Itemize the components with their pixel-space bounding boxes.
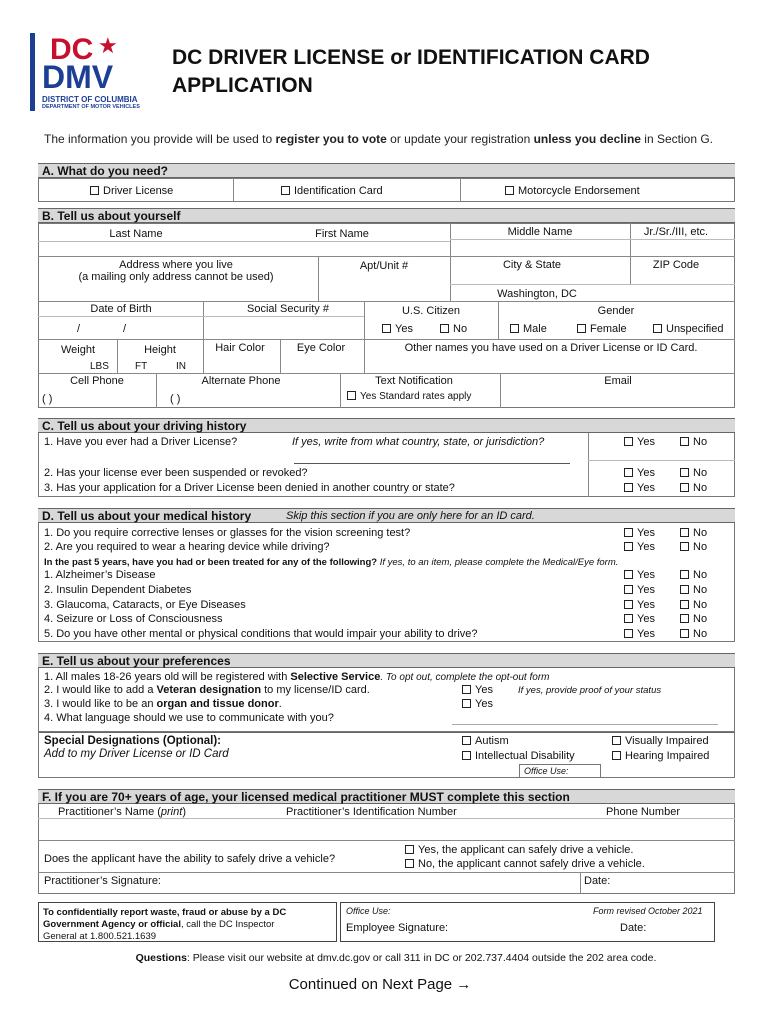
checkbox[interactable] [90,186,99,195]
option-id-card[interactable]: Identification Card [281,185,383,198]
checkbox[interactable] [505,186,514,195]
answer-no[interactable] [680,584,707,597]
label-lbs: LBS [90,361,109,372]
label-city-state: City & State [502,259,562,271]
driving-q2: 2. Has your license ever been suspended or revoked? [44,467,308,479]
label-zip: ZIP Code [652,259,700,271]
answer-yes[interactable] [624,628,655,641]
checkbox[interactable] [680,600,689,609]
pref-veteran: 2. I would like to add a Veteran designation to my license/ID card. [44,684,370,696]
label-text-notification: Text Notification [375,375,453,387]
label-middle-name: Middle Name [507,226,573,238]
driving-q1: 1. Have you ever had a Driver License? [44,436,238,448]
section-b-header: B. Tell us about yourself [38,208,735,223]
answer-yes[interactable] [624,584,655,597]
citizen-no[interactable]: No [440,323,467,336]
practitioner-yes[interactable]: Yes, the applicant can safely drive a vehicle. [405,844,633,857]
gender-male[interactable]: Male [510,323,547,336]
no-label: No [693,569,708,581]
pref-organ-donor: 3. I would like to be an organ and tissue donor. [44,698,282,710]
no-label: No [693,599,708,611]
option-motorcycle[interactable]: Motorcycle Endorsement [505,185,640,198]
section-d-header: D. Tell us about your medical history Skip this section if you are only here for an ID card. [38,508,735,523]
text-notification-yes[interactable]: Yes Standard rates apply [347,390,471,403]
label-us-citizen: U.S. Citizen [401,305,461,317]
label-address-note: (a mailing only address cannot be used) [78,271,274,283]
veteran-proof-note: If yes, provide proof of your status [518,685,662,696]
section-f-header: F. If you are 70+ years of age, your licensed medical practitioner MUST complete this section [38,789,735,804]
page-title-line1: DC DRIVER LICENSE or IDENTIFICATION CARD [172,46,650,69]
checkbox[interactable] [624,614,633,623]
no-label: No [693,541,708,553]
checkbox[interactable] [624,483,633,492]
checkbox[interactable] [405,859,414,868]
label-eye-color: Eye Color [296,342,346,354]
practitioner-question: Does the applicant have the ability to safely drive a vehicle? [44,853,336,865]
checkbox[interactable] [680,437,689,446]
practitioner-signature-label: Practitioner’s Signature: [44,875,161,887]
label-ssn: Social Security # [247,303,329,315]
checkbox[interactable] [440,324,449,333]
checkbox[interactable] [462,699,471,708]
designation-hearing[interactable]: Hearing Impaired [612,750,709,763]
answer-no[interactable] [680,527,707,540]
checkbox[interactable] [577,324,586,333]
dob-slash: / [123,323,127,335]
condition-3: 3. Glaucoma, Cataracts, or Eye Diseases [44,599,246,611]
checkbox[interactable] [612,751,621,760]
label-suffix: Jr./Sr./III, etc. [643,226,709,238]
driving-q3: 3. Has your application for a Driver License been denied in another country or state? [44,482,455,494]
checkbox[interactable] [680,629,689,638]
logo-star: ★ [98,33,118,58]
checkbox[interactable] [680,528,689,537]
answer-no[interactable] [680,467,707,480]
checkbox[interactable] [680,483,689,492]
answer-yes[interactable] [624,613,655,626]
no-label: No [693,436,708,448]
jurisdiction-input[interactable] [294,463,570,464]
answer-no[interactable] [680,599,707,612]
employee-date-label: Date: [620,922,647,934]
citizen-yes[interactable]: Yes [382,323,413,336]
label-height: Height [144,344,176,356]
checkbox[interactable] [347,391,356,400]
questions-line: Questions: Please visit our website at dmv.dc.gov or call 311 in DC or 202.737.4404 outside the 202 area code. [135,952,657,964]
checkbox[interactable] [462,736,471,745]
fraud-report-line3: General at 1.800.521.1639 [43,931,157,942]
section-c-header: C. Tell us about your driving history [38,418,735,433]
answer-no[interactable] [680,569,707,582]
pref-selective-service: 1. All males 18-26 years old will be registered with Selective Service. To opt out, complete the opt-out form [44,671,550,683]
checkbox[interactable] [624,542,633,551]
yes-label: Yes [637,613,655,625]
answer-yes[interactable] [624,436,655,449]
designation-intellectual[interactable]: Intellectual Disability [462,750,575,763]
designation-autism[interactable]: Autism [462,735,509,748]
checkbox[interactable] [624,468,633,477]
checkbox[interactable] [624,437,633,446]
checkbox[interactable] [624,600,633,609]
checkbox[interactable] [680,468,689,477]
special-designations-sub: Add to my Driver License or ID Card [44,748,229,760]
no-label: No [693,584,708,596]
section-a-header: A. What do you need? [38,163,735,178]
medical-skip-note: Skip this section if you are only here for an ID card. [286,510,535,522]
yes-label: Yes [637,467,655,479]
dc-dmv-logo [30,33,142,113]
label-first-name: First Name [315,228,369,240]
label-other-names: Other names you have used on a Driver License or ID Card. [404,342,698,354]
label-cell-phone: Cell Phone [70,375,124,387]
answer-yes[interactable] [624,527,655,540]
logo-district: DISTRICT OF COLUMBIA [42,95,138,104]
fraud-report-line2: Government Agency or official, call the DC Inspector [43,919,275,930]
practitioner-name-label: Practitioner’s Name (print) [58,806,186,818]
yes-label: Yes [637,541,655,553]
alt-phone-input[interactable]: ( ) [170,393,181,405]
office-use-label: Office Use: [524,766,569,776]
answer-yes[interactable] [624,467,655,480]
label-address: Address where you live [119,259,233,271]
practitioner-no[interactable]: No, the applicant cannot safely drive a vehicle. [405,858,645,871]
answer-yes[interactable] [624,482,655,495]
cell-phone-input[interactable]: ( ) [42,393,53,405]
label-alt-phone: Alternate Phone [201,375,281,387]
no-label: No [693,482,708,494]
answer-no[interactable] [680,436,707,449]
yes-label: Yes [637,569,655,581]
label-apt: Apt/Unit # [359,260,409,272]
designation-visual[interactable]: Visually Impaired [612,735,709,748]
answer-no[interactable] [680,482,707,495]
gender-unspecified[interactable]: Unspecified [653,323,723,336]
no-label: No [693,628,708,640]
checkbox[interactable] [462,751,471,760]
section-e-header: E. Tell us about your preferences [38,653,735,668]
practitioner-date-label: Date: [584,875,611,887]
checkbox[interactable] [624,528,633,537]
checkbox[interactable] [653,324,662,333]
special-designations-title: Special Designations (Optional): [44,735,221,747]
yes-label: Yes [637,482,655,494]
checkbox[interactable] [281,186,290,195]
checkbox[interactable] [680,542,689,551]
yes-label: Yes [637,584,655,596]
answer-yes[interactable] [624,541,655,554]
checkbox[interactable] [624,570,633,579]
checkbox[interactable] [680,614,689,623]
condition-4: 4. Seizure or Loss of Consciousness [44,613,223,625]
no-label: No [693,613,708,625]
condition-2: 2. Insulin Dependent Diabetes [44,584,192,596]
dob-slash: / [77,323,81,335]
checkbox[interactable] [624,629,633,638]
yes-label: Yes [637,527,655,539]
checkbox[interactable] [382,324,391,333]
checkbox[interactable] [462,685,471,694]
fraud-report-line1: To confidentially report waste, fraud or abuse by a DC [43,907,287,918]
yes-label: Yes [637,599,655,611]
checkbox[interactable] [680,585,689,594]
label-in: IN [176,361,186,372]
city-state-value: Washington, DC [497,288,577,300]
gender-female[interactable]: Female [577,323,627,336]
pref-language: 4. What language should we use to communicate with you? [44,712,334,724]
checkbox[interactable] [612,736,621,745]
answer-no[interactable] [680,613,707,626]
yes-label: Yes [637,436,655,448]
condition-1: 1. Alzheimer’s Disease [44,569,156,581]
medical-q2: 2. Are you required to wear a hearing device while driving? [44,541,330,553]
checkbox[interactable] [680,570,689,579]
answer-yes[interactable] [624,599,655,612]
label-dob: Date of Birth [90,303,152,315]
label-hair-color: Hair Color [215,342,265,354]
page-title-line2: APPLICATION [172,74,313,97]
no-label: No [693,527,708,539]
logo-department: DEPARTMENT OF MOTOR VEHICLES [42,104,140,110]
yes-label: Yes [637,628,655,640]
label-last-name: Last Name [109,228,163,240]
answer-no[interactable] [680,628,707,641]
employee-signature-label: Employee Signature: [346,922,449,934]
practitioner-id-label: Practitioner’s Identification Number [286,806,457,818]
medical-past-5-years: In the past 5 years, have you had or been treated for any of the following? If yes, to an item, please complete the Medical/Eye form. [44,557,619,568]
label-gender: Gender [597,305,635,317]
intro-text: The information you provide will be used to register you to vote or update your registration unless you decline in Section G. [44,132,713,146]
label-weight: Weight [60,344,96,356]
checkbox[interactable] [510,324,519,333]
checkbox[interactable] [624,585,633,594]
ssn-input[interactable] [205,318,362,338]
answer-no[interactable] [680,541,707,554]
veteran-yes[interactable]: Yes [462,684,493,697]
logo-dc: DC [50,33,94,66]
label-email: Email [604,375,632,387]
logo-dmv: DMV [42,59,114,95]
option-driver-license[interactable]: Driver License [90,185,173,198]
medical-q1: 1. Do you require corrective lenses or glasses for the vision screening test? [44,527,411,539]
condition-5: 5. Do you have other mental or physical conditions that would impair your ability to drive? [44,628,478,640]
label-ft: FT [135,361,148,372]
continued-next-page: Continued on Next Page → [288,976,472,993]
no-label: No [693,467,708,479]
footer-office-label: Office Use: [346,906,391,916]
language-input[interactable] [452,724,718,725]
practitioner-phone-label: Phone Number [606,806,680,818]
answer-yes[interactable] [624,569,655,582]
organ-donor-yes[interactable]: Yes [462,698,493,711]
driving-q1-followup: If yes, write from what country, state, or jurisdiction? [292,436,545,448]
checkbox[interactable] [405,845,414,854]
form-revised: Form revised October 2021 [593,906,703,916]
